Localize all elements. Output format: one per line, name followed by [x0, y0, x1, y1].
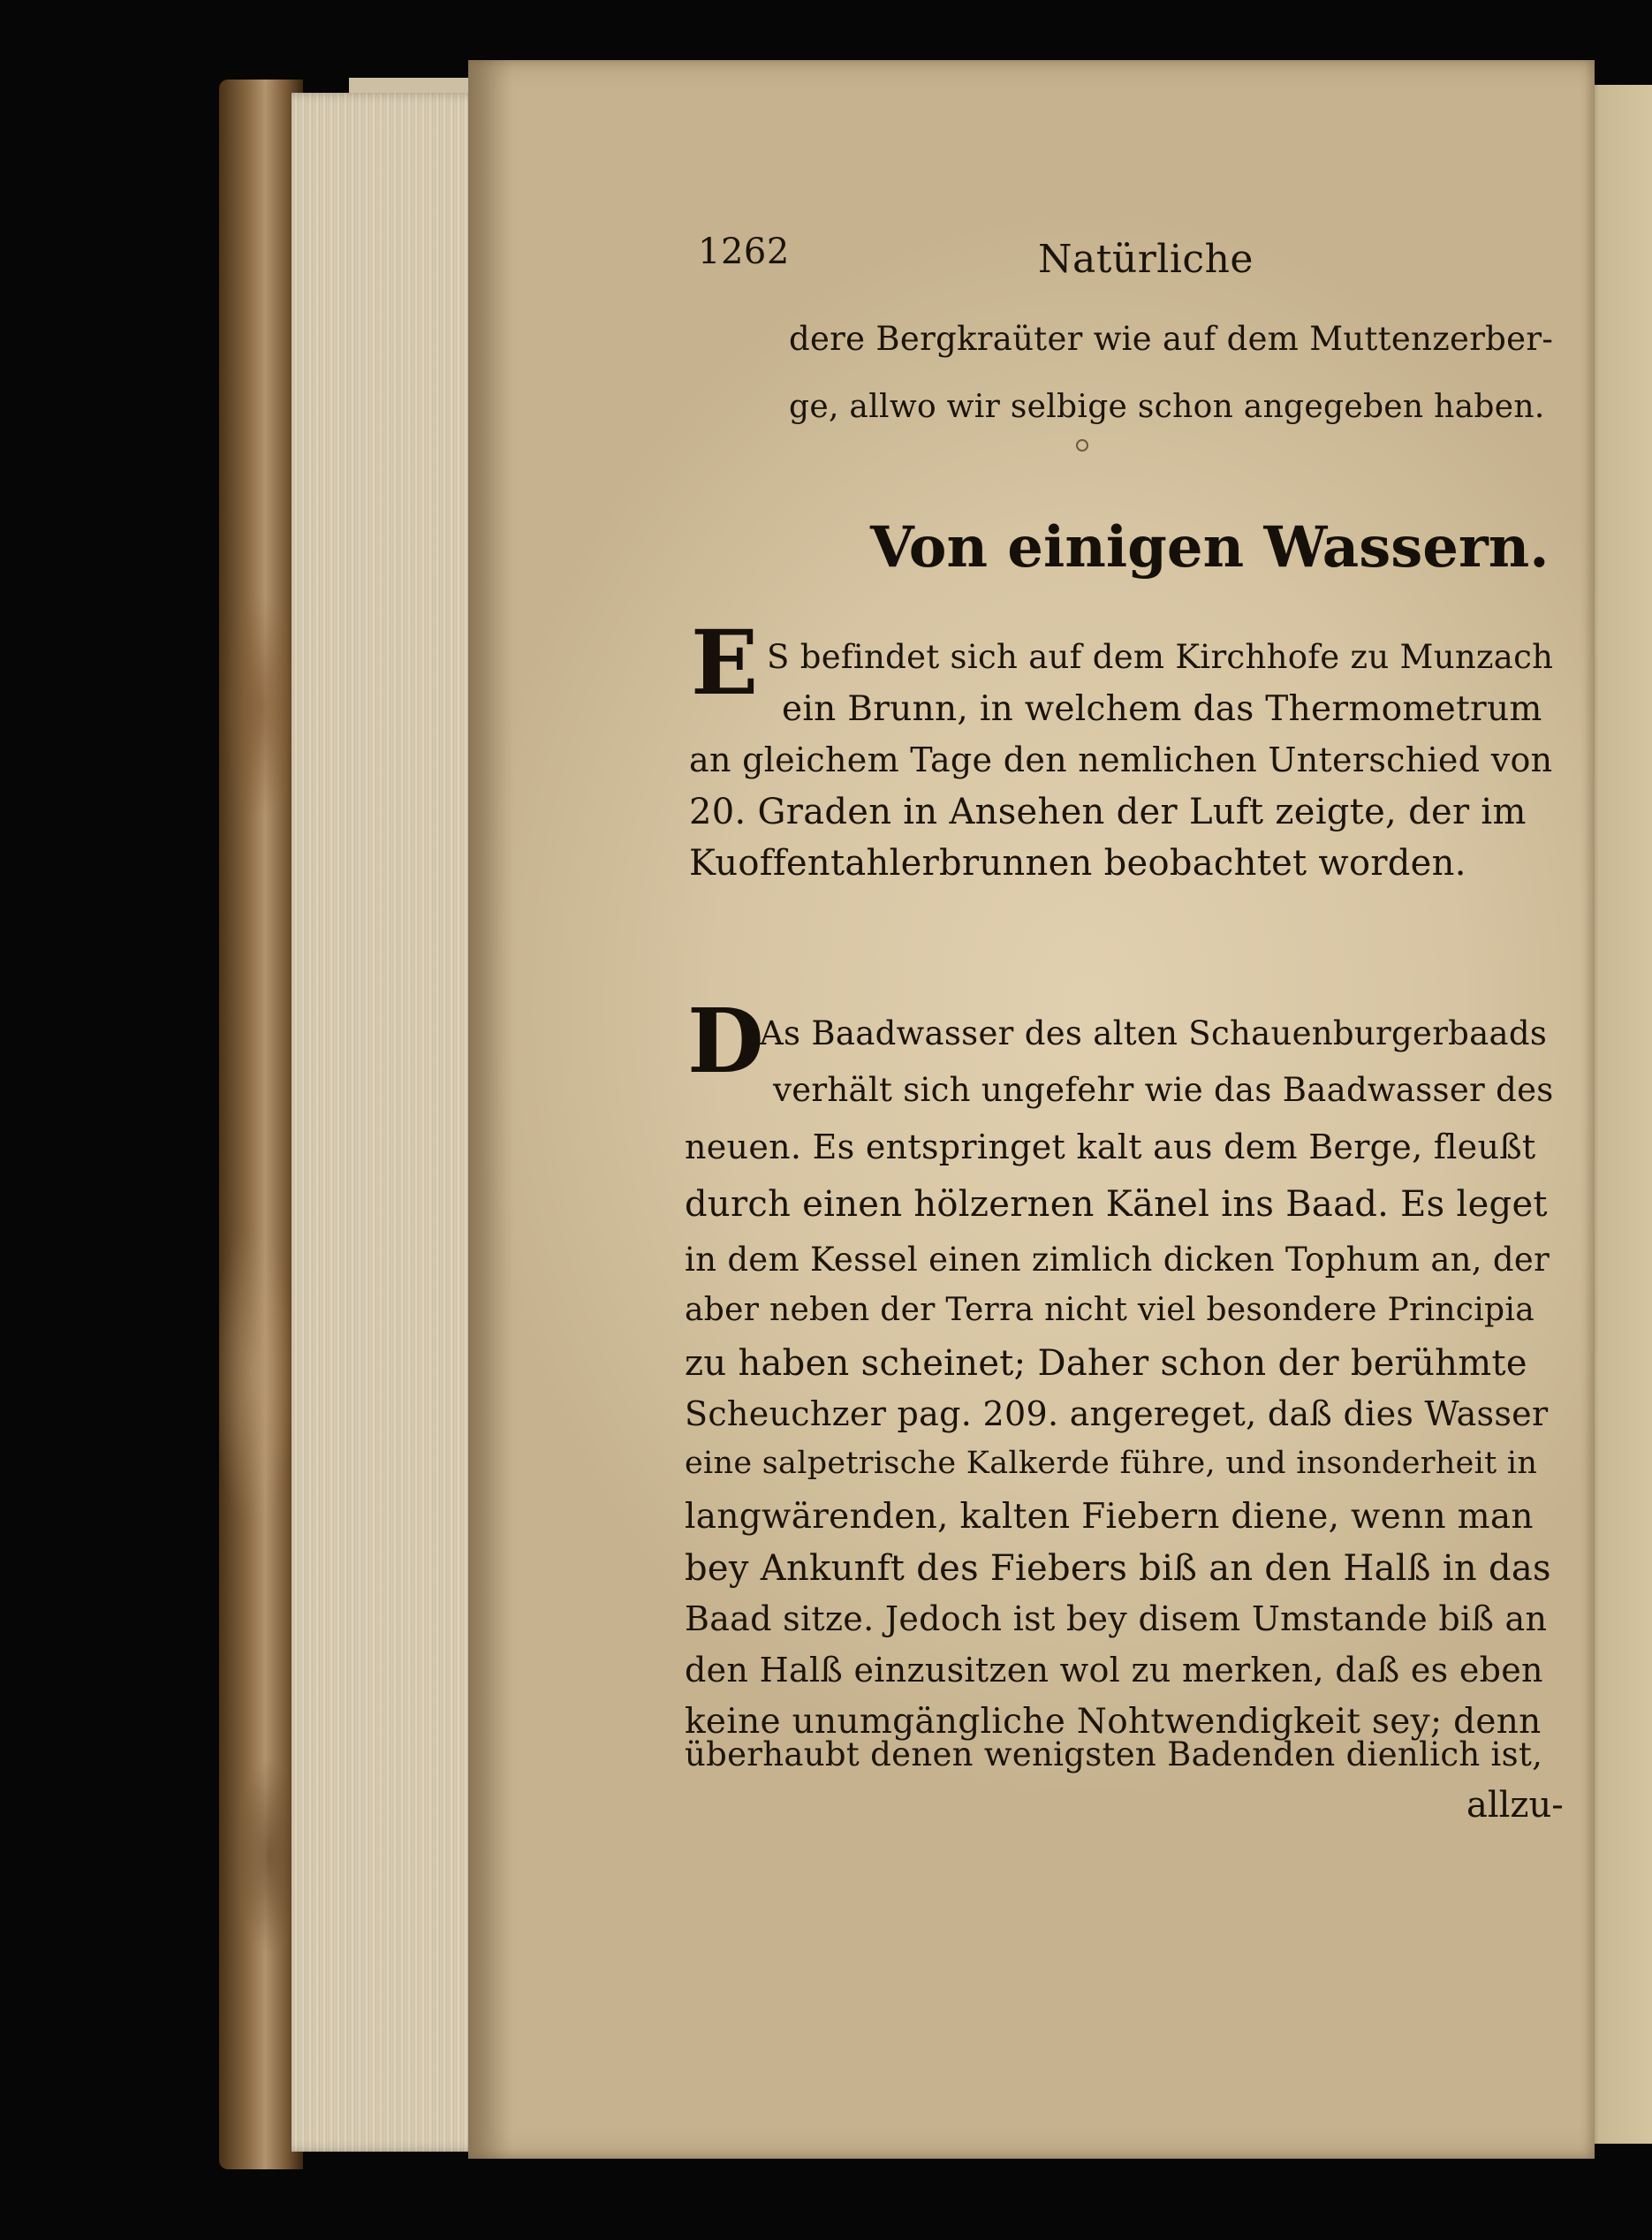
paragraph-line: eine salpetrische Kalkerde führe, und insonderheit in [685, 1446, 1538, 1481]
paragraph-line: Scheuchzer pag. 209. angereget, daß dies Wasser [685, 1394, 1549, 1433]
paragraph-line: keine unumgängliche Nohtwendigkeit sey; denn [685, 1702, 1542, 1742]
ink-speck-icon [1076, 439, 1088, 452]
continuation-line: dere Bergkraüter wie auf dem Muttenzerber- [789, 320, 1554, 358]
book-page [468, 60, 1595, 2159]
paragraph-line: langwärenden, kalten Fiebern diene, wenn man [685, 1497, 1534, 1537]
paragraph-line: S befindet sich auf dem Kirchhofe zu Munzach [767, 638, 1554, 676]
drop-cap: E [691, 611, 759, 715]
paragraph-line: in dem Kessel einen zimlich dicken Tophum an, der [685, 1241, 1550, 1279]
paragraph-line: As Baadwasser des alten Schauenburgerbaads [760, 1014, 1548, 1052]
drop-cap: D [687, 989, 764, 1093]
paragraph-line: aber neben der Terra nicht viel besondere Principia [685, 1292, 1535, 1328]
paragraph-line: 20. Graden in Ansehen der Luft zeigte, der im [689, 792, 1527, 832]
section-title: Von einigen Wassern. [870, 514, 1550, 581]
paragraph-line: zu haben scheinet; Daher schon der berühmte [685, 1343, 1527, 1384]
gutter-shadow [468, 60, 512, 2159]
catchword: allzu- [1466, 1785, 1564, 1826]
leather-binding [219, 80, 303, 2169]
paragraph-line: Kuoffentahlerbrunnen beobachtet worden. [689, 843, 1466, 884]
paragraph-line: Baad sitze. Jedoch ist bey disem Umstande biß an [685, 1599, 1548, 1638]
paragraph-line: bey Ankunft des Fiebers biß an den Halß in das [685, 1548, 1551, 1589]
running-head: Natürliche [1038, 237, 1254, 282]
paragraph-line: überhaubt denen wenigsten Badenden dienlich ist, [685, 1735, 1543, 1773]
paragraph-line: durch einen hölzernen Känel ins Baad. Es leget [685, 1184, 1548, 1225]
paragraph-line: neuen. Es entspringet kalt aus dem Berge, fleußt [685, 1128, 1536, 1166]
paragraph-line: ein Brunn, in welchem das Thermometrum [782, 689, 1542, 729]
paragraph-line: den Halß einzusitzen wol zu merken, daß es eben [685, 1651, 1543, 1689]
continuation-line: ge, allwo wir selbige schon angegeben haben. [789, 389, 1545, 425]
paragraph-line: verhält sich ungefehr wie das Baadwasser des [773, 1071, 1554, 1109]
page-number: 1262 [698, 232, 790, 272]
paragraph-line: an gleichem Tage den nemlichen Unterschied von [689, 740, 1553, 779]
